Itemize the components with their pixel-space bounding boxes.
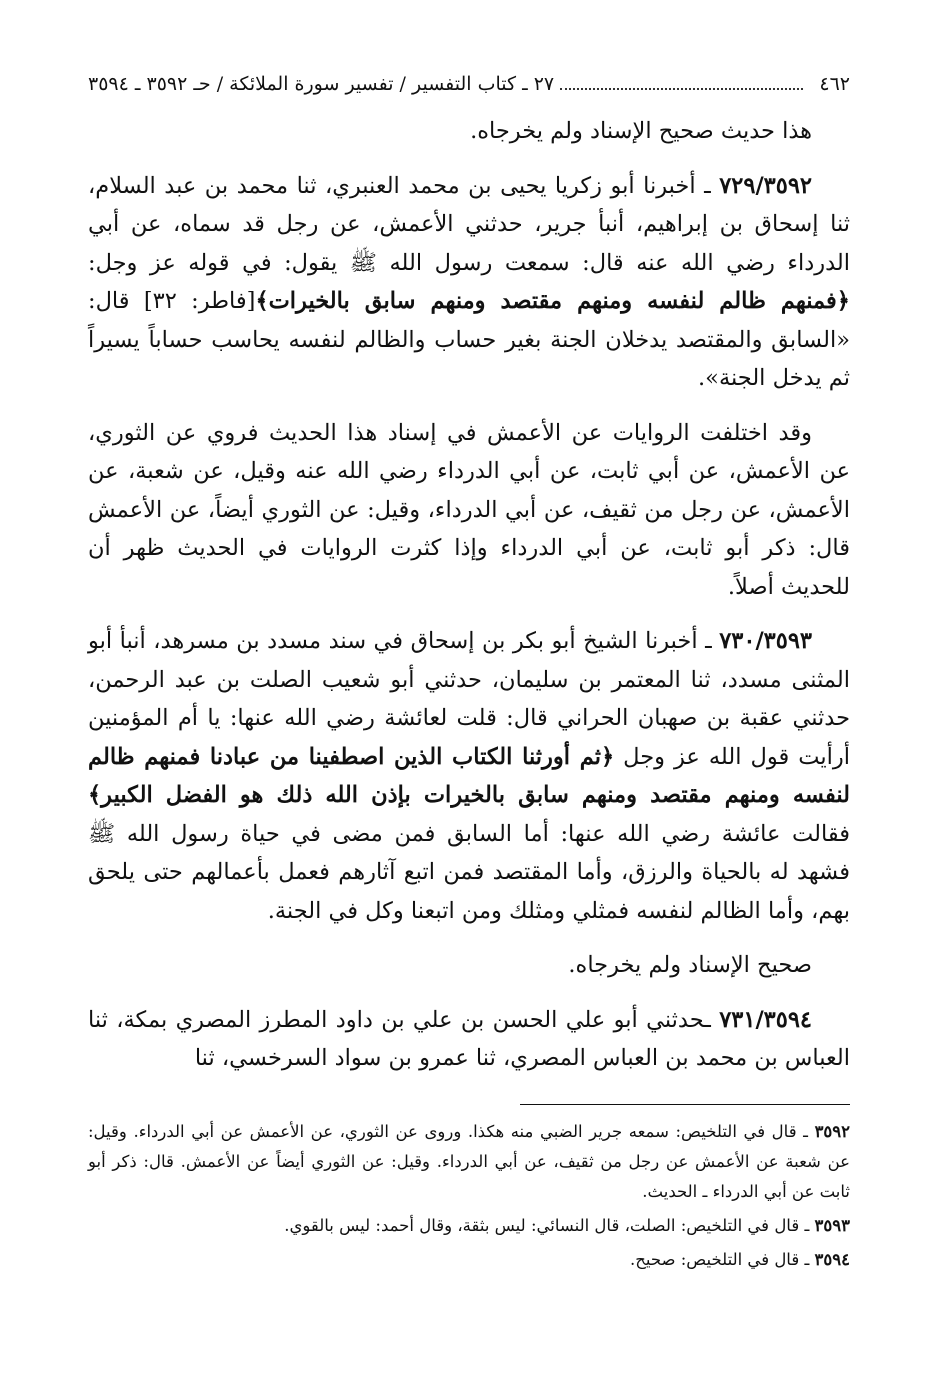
hadith-3592 [88, 167, 850, 398]
hadith-text-cont: [فاطر: ٣٢] قال: «السابق والمقتصد يدخلان الجنة بغير حساب والظالم لنفسه يحاسب حساباً يسيراً ثم يدخل الجنة». [88, 288, 850, 391]
footnote-text: ـ قال في التلخيص: صحيح. [629, 1249, 815, 1269]
quran-verse: ﴿فمنهم ظالم لنفسه ومنهم مقتصد ومنهم سابق بالخيرات﴾ [255, 288, 850, 314]
footnote-3593 [88, 1211, 850, 1241]
footnote-text: ـ قال في التلخيص: الصلت، قال النسائي: ليس بثقة، وقال أحمد: ليس بالقوي. [284, 1215, 815, 1235]
paragraph-text: صحيح الإسناد ولم يخرجاه. [568, 952, 812, 978]
paragraph-closing-remark [88, 112, 850, 151]
page-number: ٤٦٢ [819, 73, 850, 95]
header-dot-leader [560, 87, 803, 90]
paragraph-commentary [88, 414, 850, 607]
footnotes [88, 1117, 850, 1275]
hadith-text: ـ أخبرنا الشيخ أبو بكر بن إسحاق في سند مسدد بن مسرهد، أنبأ أبو المثنى مسدد، ثنا المعتمر بن سليمان، حدثني أبو شعيب الصلت بن عبد الرحمن، حدثني عقبة بن صهبان الحراني قال: قلت لعائشة رضي الله عنها: يا أم المؤمنين أرأيت قول الله عز وجل [88, 628, 850, 770]
paragraph-text: هذا حديث صحيح الإسناد ولم يخرجاه. [470, 118, 812, 144]
footnote-text: ـ قال في التلخيص: سمعه جرير الضبي منه هكذا. وروى عن الثوري، عن الأعمش عن أبي الدرداء. وقيل: عن شعبة عن الأعمش عن رجل من ثقيف، عن أبي الدرداء. وقيل: عن الثوري أيضاً عن الأعمش. قال: ذكر أبو ثابت عن أبي الدرداء ـ الحديث. [88, 1121, 850, 1201]
footnote-number: ٣٥٩٢ [814, 1121, 851, 1141]
hadith-3593 [88, 622, 850, 930]
footnote-separator [520, 1104, 850, 1105]
book-page [88, 70, 850, 1279]
footnote-number: ٣٥٩٣ [814, 1215, 850, 1235]
running-title: ٢٧ ـ كتاب التفسير / تفسير سورة الملائكة / حـ ٣٥٩٢ ـ ٣٥٩٤ [88, 73, 555, 95]
quran-verse: ﴿ثم أورثنا الكتاب الذين اصطفينا من عبادنا فمنهم ظالم لنفسه ومنهم مقتصد ومنهم سابق بالخيرات بإذن الله ذلك هو الفضل الكبير﴾ [88, 743, 850, 808]
hadith-text: ـحدثني أبو علي الحسن بن علي بن داود المطرز المصري بمكة، ثنا العباس بن محمد بن العباس المصري، ثنا عمرو بن سواد السرخسي، ثنا [88, 1006, 850, 1071]
hadith-number: ٧٣١/٣٥٩٤ [719, 1006, 812, 1033]
hadith-number: ٧٢٩/٣٥٩٢ [719, 172, 812, 199]
hadith-number: ٧٣٠/٣٥٩٣ [719, 628, 812, 654]
hadith-text: ـ أخبرنا أبو زكريا يحيى بن محمد العنبري، ثنا محمد بن عبد السلام، ثنا إسحاق بن إبراهيم، أنبأ جرير، حدثني الأعمش، عن رجل قد سماه، عن أبي الدرداء رضي الله عنه قال: سمعت رسول الله ﷺ يقول: في قوله عز وجل: [88, 172, 850, 276]
footnote-3594 [88, 1245, 850, 1275]
hadith-3594 [88, 1001, 850, 1078]
main-text [88, 112, 850, 1078]
running-header [88, 70, 850, 98]
paragraph-closing-remark [88, 946, 850, 985]
footnote-number: ٣٥٩٤ [814, 1249, 850, 1269]
footnote-3592 [88, 1117, 850, 1207]
paragraph-text: وقد اختلفت الروايات عن الأعمش في إسناد هذا الحديث فروي عن الثوري، عن الأعمش، عن أبي ثابت، عن أبي الدرداء رضي الله عنه وقيل، عن شعبة، عن الأعمش، عن رجل من ثقيف، عن أبي الدرداء، وقيل: عن الثوري أيضاً، عن الأعمش قال: ذكر أبو ثابت، عن أبي الدرداء وإذا كثرت الروايات في الحديث ظهر أن للحديث أصلاً. [88, 419, 850, 600]
hadith-text-cont: فقالت عائشة رضي الله عنها: أما السابق فمن مضى في حياة رسول الله ﷺ فشهد له بالحياة والرزق، وأما المقتصد فمن اتبع آثارهم فعمل بأعمالهم حتى يلحق بهم، وأما الظالم لنفسه فمثلي ومثلك ومن اتبعنا وكل في الجنة. [88, 820, 850, 924]
